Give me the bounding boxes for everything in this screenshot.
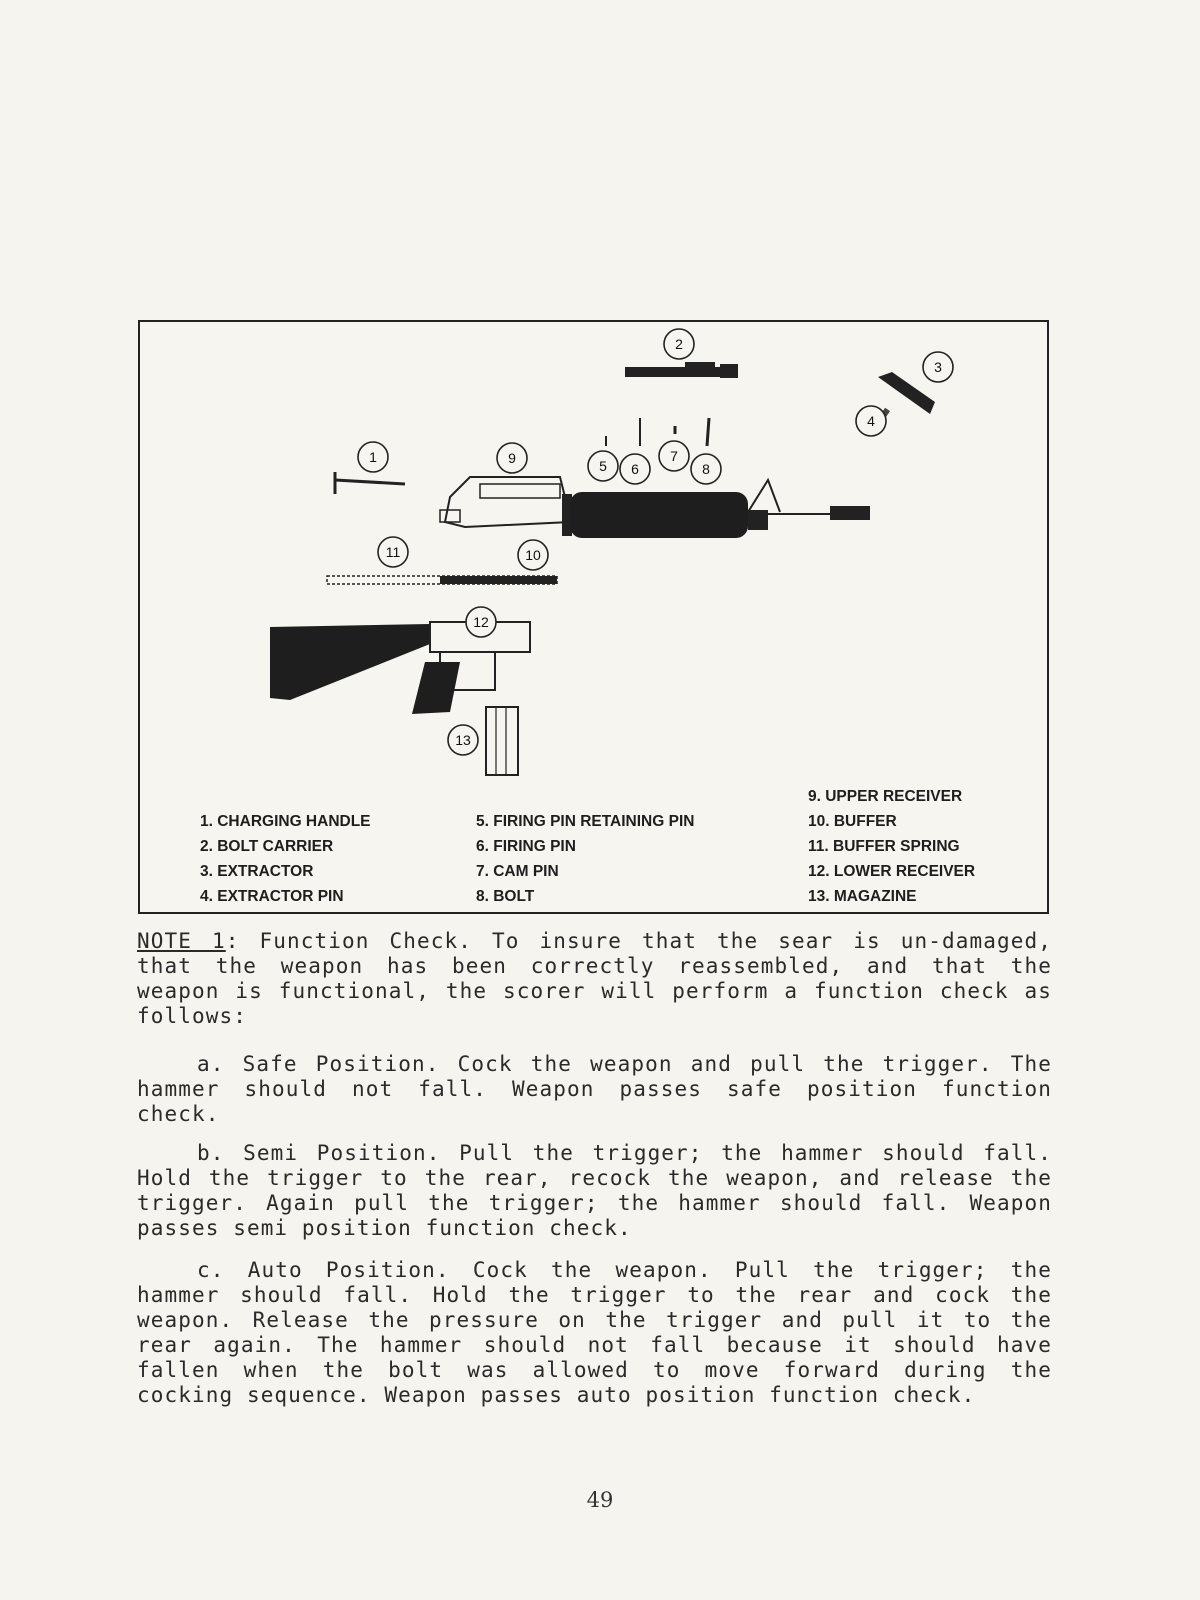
callout-13 (448, 725, 478, 755)
svg-text:7: 7 (670, 448, 678, 464)
exploded-parts-figure (138, 320, 1049, 914)
note-label: NOTE 1 (137, 929, 226, 953)
svg-text:12: 12 (473, 614, 489, 630)
svg-text:6: 6 (631, 461, 639, 477)
legend-item: 6. FIRING PIN (476, 838, 576, 855)
page-number: 49 (586, 1488, 614, 1512)
callout-7 (659, 441, 689, 471)
svg-text:8: 8 (702, 461, 710, 477)
callout-10 (518, 540, 548, 570)
paragraph-semi-position (137, 1141, 1052, 1241)
legend-item: 1. CHARGING HANDLE (200, 813, 371, 830)
callout-5 (588, 451, 618, 481)
callout-9 (497, 443, 527, 473)
legend-item: 10. BUFFER (808, 813, 897, 830)
svg-text:13: 13 (455, 732, 471, 748)
svg-text:11: 11 (385, 544, 401, 560)
note-paragraph (137, 929, 1052, 1029)
callout-6 (620, 454, 650, 484)
callout-12 (466, 607, 496, 637)
paragraph-text: b. Semi Position. Pull the trigger; the hammer should fall. Hold the trigger to the rear, recock the weapon, and release the trigger. Again pull the trigger; the hammer should fall. Weapon passes semi position function check. (137, 1141, 1052, 1240)
legend-item: 2. BOLT CARRIER (200, 838, 334, 855)
small-pins-drawing (606, 418, 709, 446)
legend-item: 12. LOWER RECEIVER (808, 863, 976, 880)
svg-text:9: 9 (508, 450, 516, 466)
legend-item: 5. FIRING PIN RETAINING PIN (476, 813, 695, 830)
legend-item: 3. EXTRACTOR (200, 863, 314, 880)
paragraph-safe-position (137, 1052, 1052, 1127)
charging-handle-drawing (335, 472, 405, 494)
legend-column-3 (808, 784, 975, 909)
buffer-spring-drawing (327, 576, 557, 584)
callout-3 (923, 352, 953, 382)
note-text: : Function Check. To insure that the sear is un-damaged, that the weapon has been correctly reassembled, and that the weapon is functional, the scorer will perform a function check as follows: (137, 929, 1052, 1028)
legend-item: 11. BUFFER SPRING (808, 838, 960, 855)
legend-item: 4. EXTRACTOR PIN (200, 888, 344, 905)
svg-text:3: 3 (934, 359, 942, 375)
svg-text:10: 10 (525, 547, 541, 563)
upper-receiver-drawing (440, 477, 870, 538)
paragraph-auto-position (137, 1258, 1052, 1408)
legend-item: 9. UPPER RECEIVER (808, 788, 963, 805)
bolt-carrier-drawing (625, 362, 738, 378)
svg-text:5: 5 (599, 458, 607, 474)
paragraph-text: a. Safe Position. Cock the weapon and pull the trigger. The hammer should not fall. Weapon passes safe position function check. (137, 1052, 1052, 1126)
callout-11 (378, 537, 408, 567)
paragraph-text: c. Auto Position. Cock the weapon. Pull the trigger; the hammer should fall. Hold the trigger to the rear and cock the weapon. Release the pressure on the trigger and pull it to the rear again. The hammer should not fall because it should have fallen when the bolt was allowed to move forward during the cocking sequence. Weapon passes auto position function check. (137, 1258, 1052, 1407)
legend-column-2 (476, 809, 694, 909)
svg-text:1: 1 (369, 449, 377, 465)
svg-text:2: 2 (675, 336, 683, 352)
callout-4 (856, 406, 886, 436)
legend-item: 8. BOLT (476, 888, 535, 905)
magazine-drawing (486, 707, 518, 775)
callout-2 (664, 329, 694, 359)
lower-receiver-drawing (270, 622, 530, 714)
svg-text:4: 4 (867, 413, 875, 429)
legend-item: 13. MAGAZINE (808, 888, 917, 905)
legend-column-1 (200, 809, 371, 909)
callout-1 (358, 442, 388, 472)
callout-8 (691, 454, 721, 484)
legend-item: 7. CAM PIN (476, 863, 559, 880)
